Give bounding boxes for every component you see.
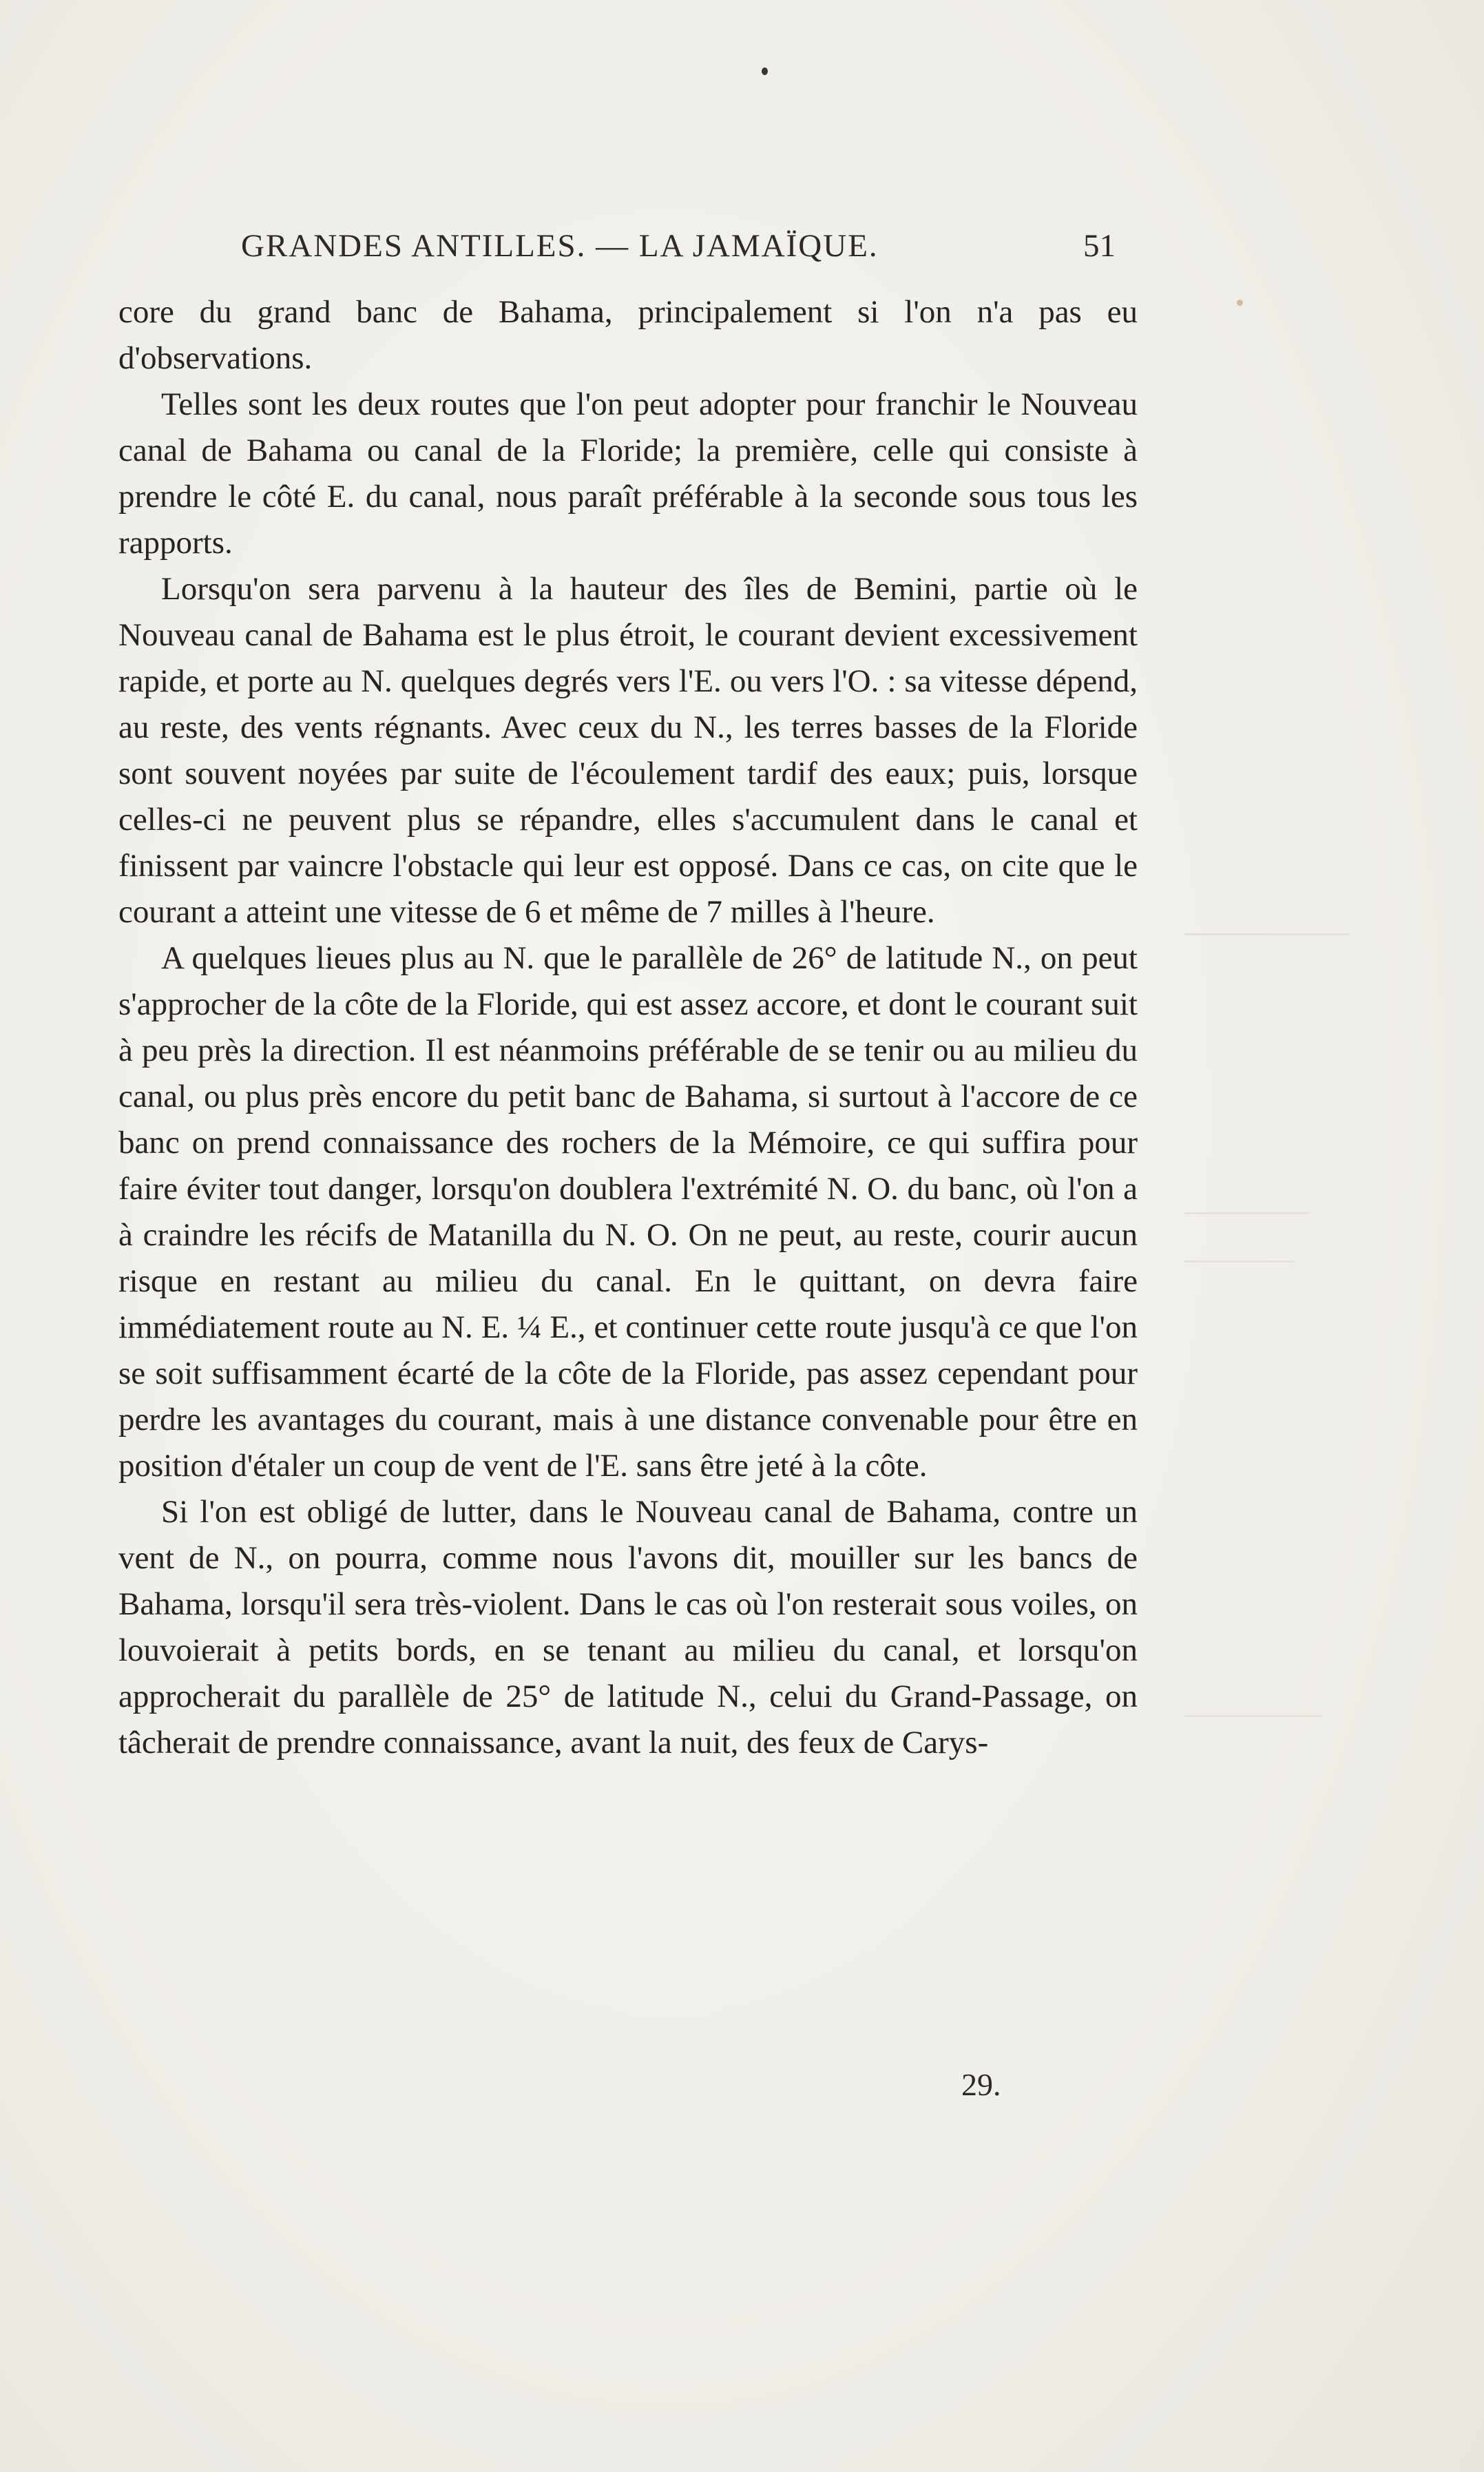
- foxing-spot-mark: [1237, 300, 1243, 306]
- ink-speck-mark: [762, 67, 768, 75]
- paragraph: core du grand banc de Bahama, principalement si l'on n'a pas eu d'observations.: [118, 294, 1138, 376]
- paragraph: Telles sont les deux routes que l'on peut adopter pour franchir le Nouveau canal de Bahama ou canal de la Floride; la première, celle qui consiste à prendre le côté E. du canal, nous paraît préférable à la seconde sous tous les rapports.: [118, 386, 1138, 561]
- paragraph: Lorsqu'on sera parvenu à la hauteur des îles de Bemini, partie où le Nouveau canal de Bahama est le plus étroit, le courant devient excessivement rapide, et porte au N. quelques degrés vers l'E. ou vers l'O. : sa vitesse dépend, au reste, des vents régnants. Avec ceux du N., les terres basses de la Floride sont souvent noyées par suite de l'écoulement tardif des eaux; puis, lorsque celles-ci ne peuvent plus se répandre, elles s'accumulent dans le canal et finissent par vaincre l'obstacle qui leur est opposé. Dans ce cas, on cite que le courant a atteint une vitesse de 6 et même de 7 milles à l'heure.: [118, 571, 1138, 930]
- running-title: GRANDES ANTILLES. — LA JAMAÏQUE.: [241, 228, 879, 264]
- show-through-mark: [1184, 1715, 1322, 1717]
- paragraph: A quelques lieues plus au N. que le parallèle de 26° de latitude N., on peut s'approcher de la côte de la Floride, qui est assez accore, et dont le courant suit à peu près la direction. Il est néanmoins préférable de se tenir ou au milieu du canal, ou plus près encore du petit banc de Bahama, si surtout à l'accore de ce banc on prend connaissance des rochers de la Mémoire, ce qui suffira pour faire éviter tout danger, lorsqu'on doublera l'extrémité N. O. du banc, où l'on a à craindre les récifs de Matanilla du N. O. On ne peut, au reste, courir aucun risque en restant au milieu du canal. En le quittant, on devra faire immédiatement route au N. E. ¼ E., et continuer cette route jusqu'à ce que l'on se soit suffisamment écarté de la côte de la Floride, pas assez cependant pour perdre les avantages du courant, mais à une distance convenable pour être en position d'étaler un coup de vent de l'E. sans être jeté à la côte.: [118, 940, 1138, 1484]
- printer-signature-mark: 29.: [961, 2067, 1001, 2102]
- paragraph: Si l'on est obligé de lutter, dans le Nouveau canal de Bahama, contre un vent de N., on pourra, comme nous l'avons dit, mouiller sur les bancs de Bahama, lorsqu'il sera très-violent. Dans le cas où l'on resterait sous voiles, on louvoierait à petits bords, en se tenant au milieu du canal, et lorsqu'on approcherait du parallèle de 25° de latitude N., celui du Grand-Passage, on tâcherait de prendre connaissance, avant la nuit, des feux de Carys-: [118, 1494, 1138, 1760]
- show-through-mark: [1184, 1260, 1295, 1263]
- body-text: [118, 289, 1138, 1766]
- show-through-mark: [1184, 1212, 1308, 1214]
- running-header: [241, 227, 1116, 276]
- page-number: 51: [1083, 228, 1116, 264]
- show-through-mark: [1184, 933, 1350, 935]
